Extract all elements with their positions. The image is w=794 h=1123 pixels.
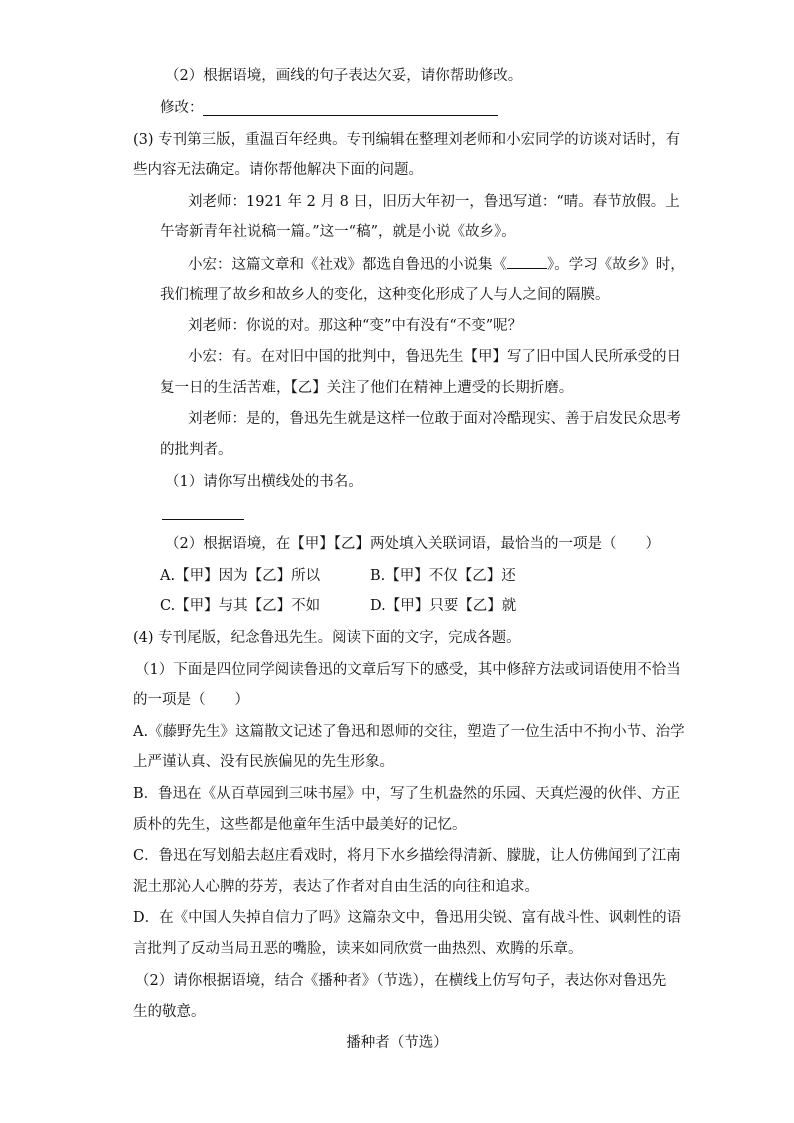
dialogue-line: 刘老师：1921 年 2 月 8 日，旧历大年初一，鲁迅写道：“晴。春节放假。上 [188, 194, 680, 210]
dialogue-line: 刘老师：是的，鲁迅先生就是这样一位敢于面对冷酷现实、善于启发民众思考 [188, 411, 681, 427]
part2-q2-prompt: （2）根据语境，画线的句子表达欠妥，请你帮助修改。 [165, 68, 523, 84]
dialogue-text: 小宏：这篇文章和《社戏》都选自鲁迅的小说集《 [188, 257, 507, 273]
excerpt-title: 播种者（节选） [346, 1035, 448, 1051]
dialogue-line: 午寄新青年社说稿一篇。”这一“稿”，就是小说《故乡》。 [160, 224, 516, 240]
dialogue-line [188, 254, 685, 275]
choice-c[interactable]: C．鲁迅在写划船去赵庄看戏时，将月下水乡描绘得清新、朦胧，让人仿佛闻到了江南 [133, 848, 681, 864]
section4-q2-line1: （2）请你根据语境，结合《播种者》（节选），在横线上仿写句子，表达你对鲁迅先 [135, 973, 667, 989]
dialogue-line: 的批判者。 [160, 442, 233, 458]
section4-q1-line1: （1）下面是四位同学阅读鲁迅的文章后写下的感受，其中修辞方法或词语使用不恰当 [135, 662, 681, 678]
option-a[interactable]: A.【甲】因为【乙】所以 [160, 568, 321, 584]
section3-intro-line1: (3) 专刊第三版，重温百年经典。专刊编辑在整理刘老师和小宏同学的访谈对话时，有 [133, 132, 681, 148]
book-title-blank[interactable] [507, 254, 547, 269]
option-d[interactable]: D.【甲】只要【乙】就 [370, 598, 517, 614]
choice-c-cont: 泥土那沁人心脾的芬芳，表达了作者对自由生活的向往和追求。 [133, 879, 539, 895]
section4-q2-line2: 生的敬意。 [133, 1004, 206, 1020]
dialogue-line: 小宏：有。在对旧中国的批判中，鲁迅先生【甲】写了旧中国人民所承受的日 [188, 349, 681, 365]
choice-a-cont: 上严谨认真、没有民族偏见的先生形象。 [133, 754, 394, 770]
section3-q1: （1）请你写出横线处的书名。 [165, 474, 363, 490]
choice-d-cont: 言批判了反动当局丑恶的嘴脸，读来如同欣赏一曲热烈、欢腾的乐章。 [133, 941, 583, 957]
choice-b-cont: 质朴的先生，这些都是他童年生活中最美好的记忆。 [133, 817, 467, 833]
choice-b[interactable]: B．鲁迅在《从百草园到三味书屋》中，写了生机盎然的乐园、天真烂漫的伙伴、方正 [133, 786, 681, 802]
revise-label: 修改： [160, 100, 204, 116]
section3-intro-line2: 些内容无法确定。请你帮他解决下面的问题。 [133, 162, 423, 178]
dialogue-line: 刘老师：你说的对。那这种“变”中有没有“不变”呢？ [188, 318, 523, 334]
section4-q1-line2: 的一项是（ ） [133, 692, 249, 708]
choice-a[interactable]: A.《藤野先生》这篇散文记述了鲁迅和恩师的交往，塑造了一位生活中不拘小节、治学 [133, 724, 685, 740]
option-b[interactable]: B.【甲】不仅【乙】还 [370, 568, 516, 584]
dialogue-line: 我们梳理了故乡和故乡人的变化，这种变化形成了人与人之间的隔膜。 [160, 287, 610, 303]
dialogue-line: 复一日的生活苦难，【乙】关注了他们在精神上遭受的长期折磨。 [160, 380, 574, 396]
q1-answer-line[interactable] [162, 519, 244, 520]
option-c[interactable]: C.【甲】与其【乙】不如 [160, 598, 321, 614]
revise-answer-line[interactable] [203, 115, 498, 116]
dialogue-text: 》。学习《故乡》时， [547, 257, 685, 273]
choice-d[interactable]: D．在《中国人失掉自信力了吗》这篇杂文中，鲁迅用尖锐、富有战斗性、讽刺性的语 [133, 910, 682, 926]
section4-intro: (4) 专刊尾版，纪念鲁迅先生。阅读下面的文字，完成各题。 [133, 630, 521, 646]
section3-q2: （2）根据语境，在【甲】【乙】两处填入关联词语，最恰当的一项是（ ） [165, 536, 660, 552]
